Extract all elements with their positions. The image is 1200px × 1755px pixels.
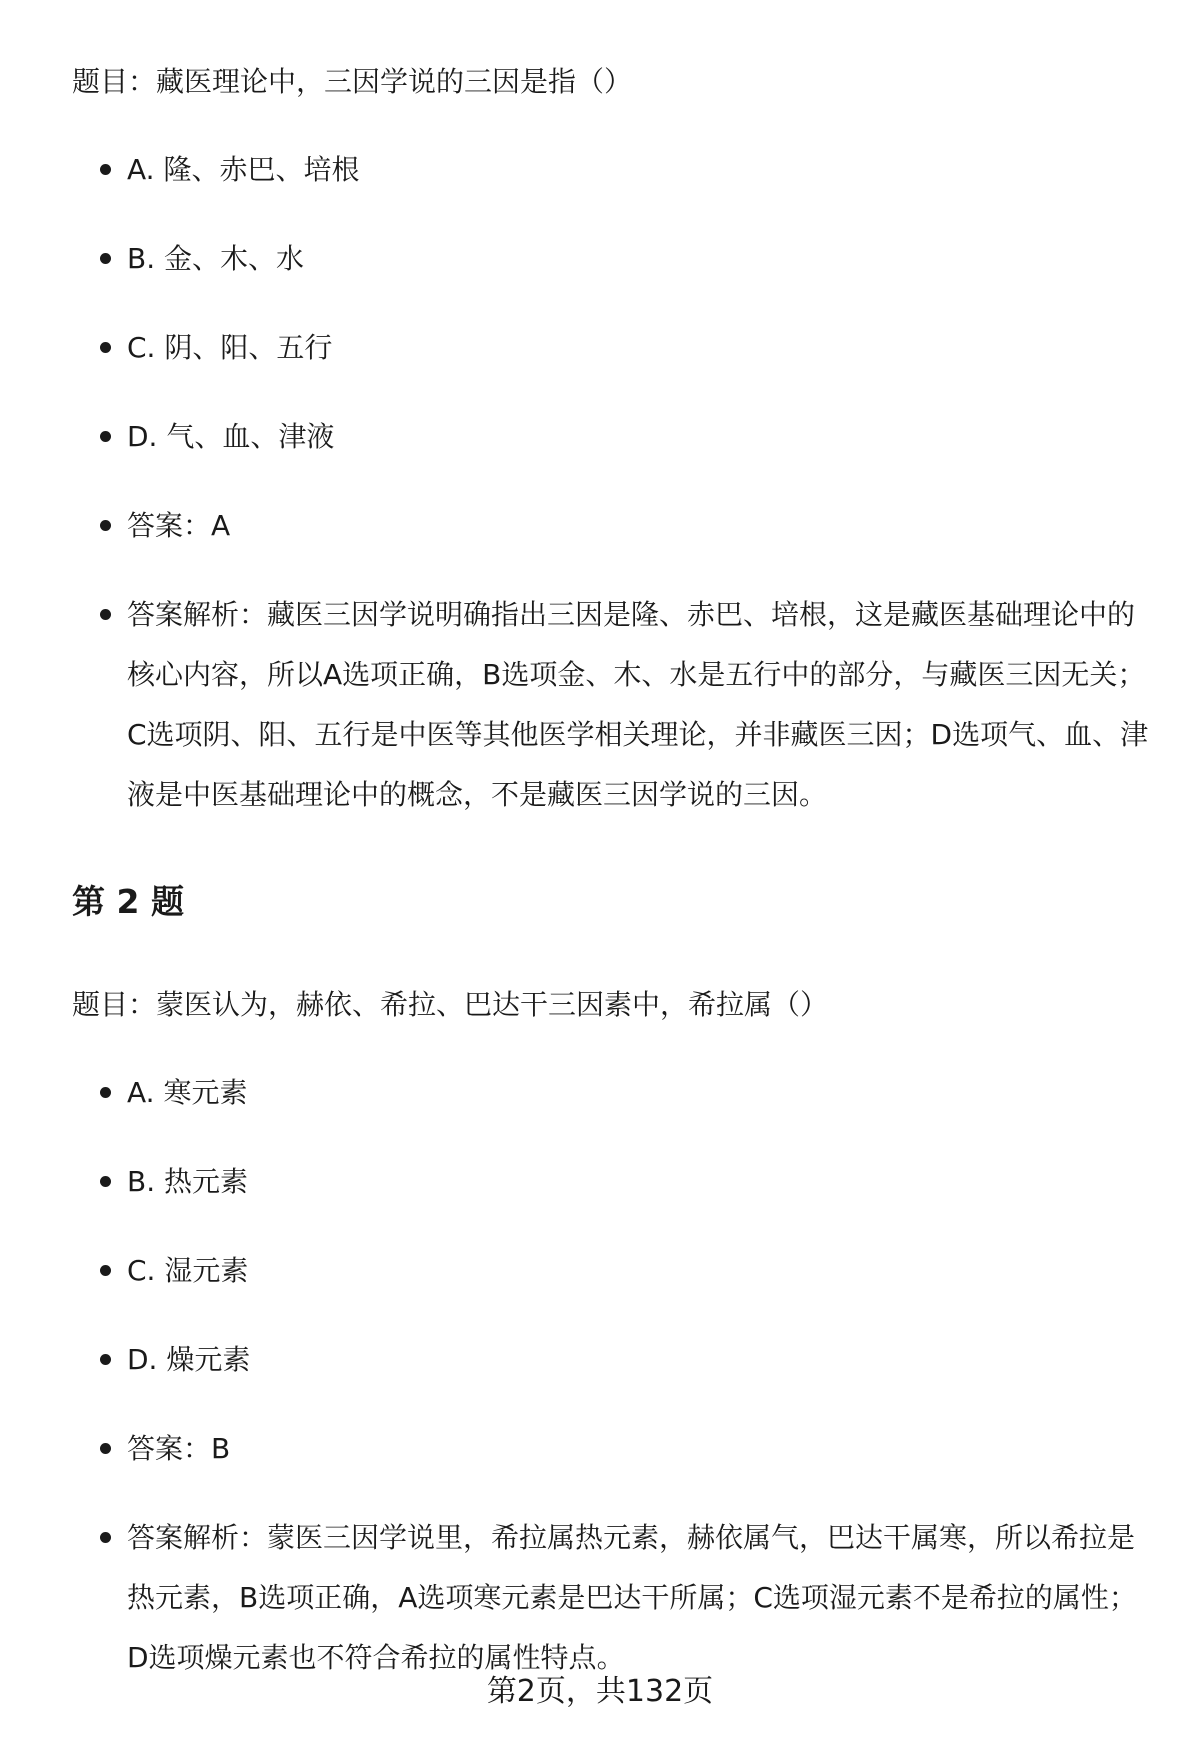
option-text: A. 隆、赤巴、培根: [127, 153, 360, 186]
bullet-icon: [100, 1176, 111, 1187]
answer-analysis: [72, 1508, 1152, 1688]
question-stem: 题目：藏医理论中，三因学说的三因是指（）: [72, 65, 633, 98]
question-2-heading: 第 2 题: [72, 882, 184, 921]
option-text: D. 燥元素: [127, 1343, 251, 1376]
option-text: B. 金、木、水: [127, 242, 305, 275]
answer-text: 答案：B: [127, 1432, 231, 1465]
option-d: [72, 1340, 1152, 1380]
answer: [72, 1429, 1152, 1469]
bullet-icon: [100, 1532, 111, 1543]
option-text: B. 热元素: [127, 1165, 249, 1198]
question-2: [72, 985, 1152, 1688]
option-text: C. 阴、阳、五行: [127, 331, 333, 364]
bullet-icon: [100, 1265, 111, 1276]
bullet-icon: [100, 609, 111, 620]
bullet-icon: [100, 1443, 111, 1454]
bullet-icon: [100, 1087, 111, 1098]
bullet-icon: [100, 164, 111, 175]
option-list: [72, 1073, 1152, 1688]
answer-text: 答案：A: [127, 509, 231, 542]
option-b: [72, 239, 1152, 279]
bullet-icon: [100, 520, 111, 531]
bullet-icon: [100, 253, 111, 264]
option-text: A. 寒元素: [127, 1076, 248, 1109]
page-indicator: 第2页，共132页: [486, 1674, 714, 1709]
bullet-icon: [100, 1354, 111, 1365]
bullet-icon: [100, 431, 111, 442]
question-stem: 题目：蒙医认为，赫依、希拉、巴达干三因素中，希拉属（）: [72, 988, 829, 1021]
option-c: [72, 328, 1152, 368]
option-c: [72, 1251, 1152, 1291]
answer: [72, 506, 1152, 546]
analysis-text: 答案解析：蒙医三因学说里，希拉属热元素，赫依属气，巴达干属寒，所以希拉是热元素，B选项正确，A选项寒元素是巴达干所属；C选项湿元素不是希拉的属性；D选项燥元素也不符合希拉的属性特点。: [127, 1521, 1137, 1674]
question-1: [72, 62, 1152, 825]
option-b: [72, 1162, 1152, 1202]
option-text: D. 气、血、津液: [127, 420, 335, 453]
answer-analysis: [72, 585, 1152, 825]
option-d: [72, 417, 1152, 457]
option-a: [72, 150, 1152, 190]
bullet-icon: [100, 342, 111, 353]
analysis-text: 答案解析：藏医三因学说明确指出三因是隆、赤巴、培根，这是藏医基础理论中的核心内容，所以A选项正确，B选项金、木、水是五行中的部分，与藏医三因无关；C选项阴、阳、五行是中医等其他医学相关理论，并非藏医三因；D选项气、血、津液是中医基础理论中的概念，不是藏医三因学说的三因。: [127, 598, 1149, 811]
option-list: [72, 150, 1152, 825]
option-a: [72, 1073, 1152, 1113]
option-text: C. 湿元素: [127, 1254, 249, 1287]
